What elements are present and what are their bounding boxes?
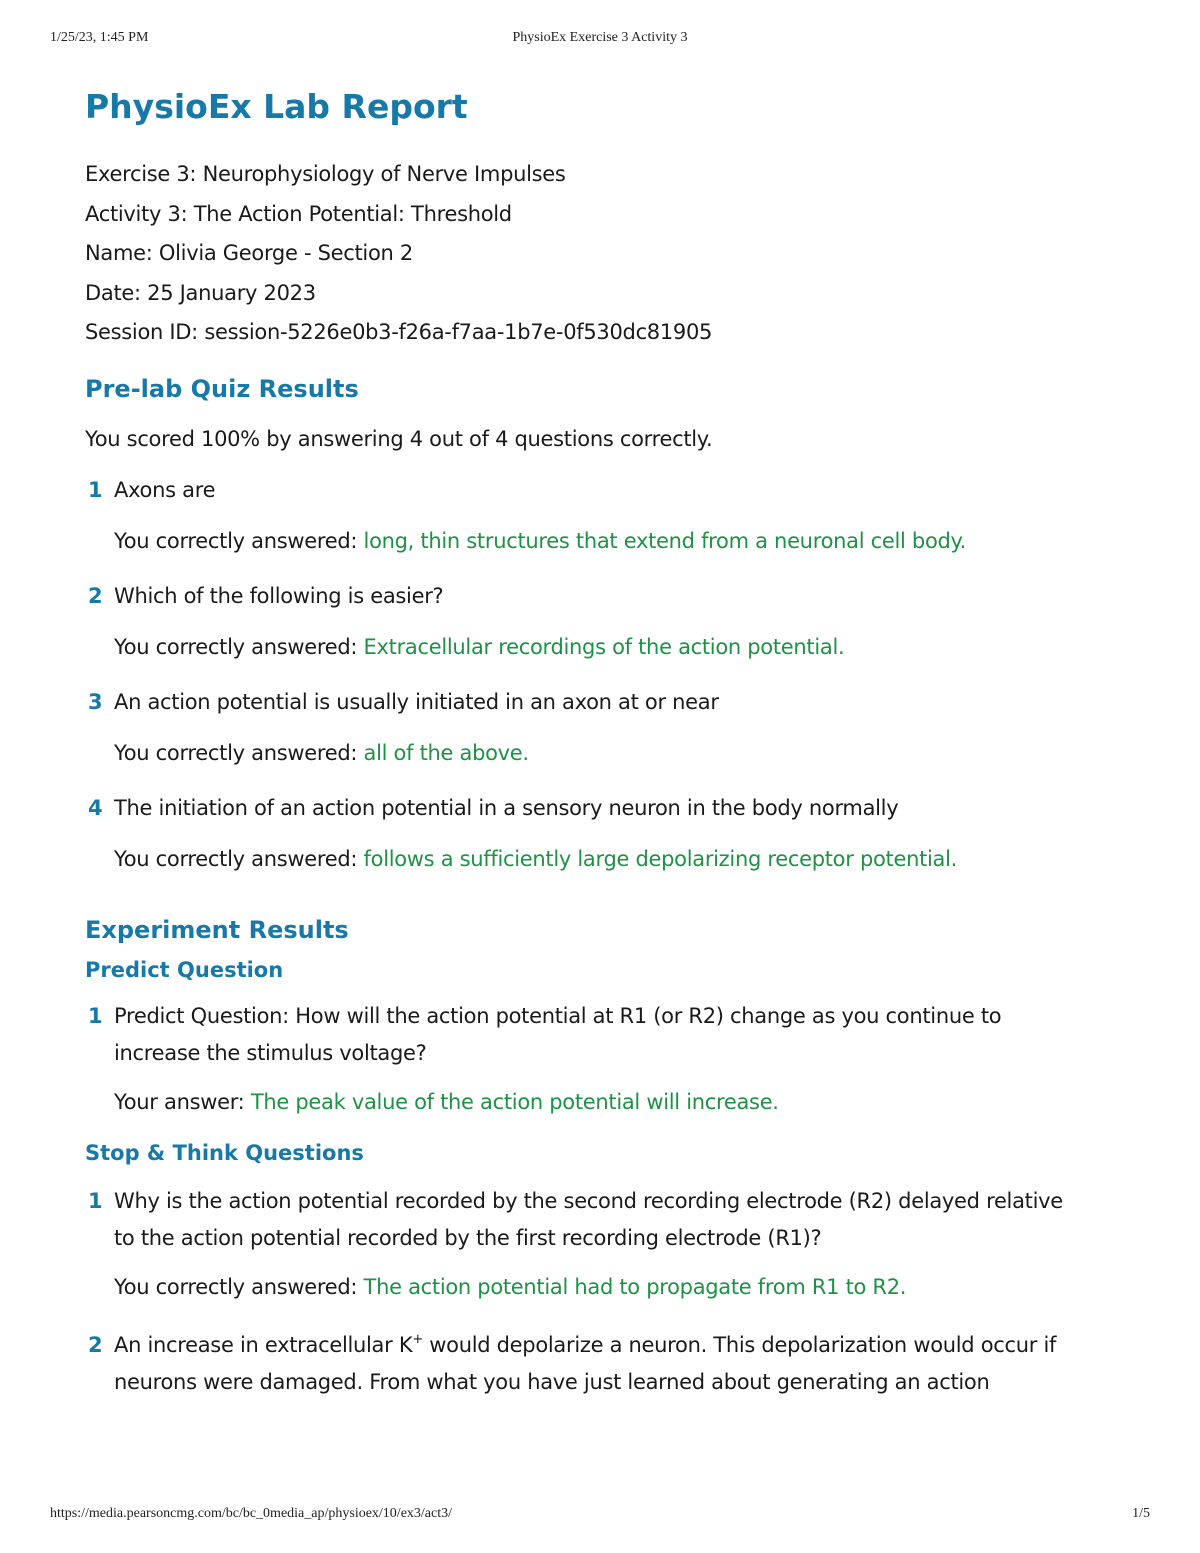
prelab-answer — [85, 526, 1145, 556]
report-content — [85, 85, 1145, 1401]
prelab-answer — [85, 632, 1145, 662]
stop-think-question — [85, 1327, 1145, 1401]
question-number: 4 — [88, 795, 103, 820]
prelab-question — [85, 472, 1145, 509]
answer-prefix: You correctly answered: — [114, 1274, 358, 1299]
print-datetime: 1/25/23, 1:45 PM — [50, 30, 149, 45]
print-header — [50, 30, 1150, 50]
answer-prefix: You correctly answered: — [114, 740, 358, 765]
answer-value: all of the above. — [363, 740, 529, 765]
prelab-score: You scored 100% by answering 4 out of 4 questions correctly. — [85, 426, 713, 451]
superscript-plus: + — [412, 1331, 423, 1347]
page-number: 1/5 — [1132, 1506, 1150, 1521]
prelab-question — [85, 578, 1145, 615]
answer-value: The peak value of the action potential will increase. — [250, 1089, 779, 1114]
question-text-line: neurons were damaged. From what you have just learned about generating an action — [114, 1369, 990, 1394]
stop-think-heading: Stop & Think Questions — [85, 1140, 364, 1165]
answer-value: follows a sufficiently large depolarizing receptor potential. — [363, 846, 958, 871]
question-text-line: Why is the action potential recorded by the second recording electrode (R2) delayed relative — [114, 1188, 1063, 1213]
answer-value: Extracellular recordings of the action potential. — [363, 634, 845, 659]
question-text-part: An increase in extracellular K — [114, 1332, 413, 1357]
activity-line: Activity 3: The Action Potential: Threshold — [85, 201, 512, 226]
prelab-answer — [85, 844, 1145, 874]
exercise-line: Exercise 3: Neurophysiology of Nerve Impulses — [85, 162, 566, 186]
question-text-line: increase the stimulus voltage? — [114, 1040, 427, 1065]
question-number: 3 — [88, 689, 103, 714]
print-title: PhysioEx Exercise 3 Activity 3 — [512, 30, 688, 45]
predict-answer — [85, 1087, 1145, 1117]
answer-value: long, thin structures that extend from a neuronal cell body. — [363, 528, 967, 553]
experiment-heading: Experiment Results — [85, 915, 349, 944]
answer-prefix: You correctly answered: — [114, 634, 358, 659]
prelab-heading: Pre-lab Quiz Results — [85, 374, 359, 403]
question-number: 2 — [88, 1332, 103, 1357]
prelab-answer — [85, 738, 1145, 768]
prelab-question — [85, 684, 1145, 721]
print-footer — [50, 1506, 1150, 1526]
question-number: 2 — [88, 583, 103, 608]
question-text-part: would depolarize a neuron. This depolarization would occur if — [422, 1332, 1057, 1357]
question-text-line: to the action potential recorded by the first recording electrode (R1)? — [114, 1225, 822, 1250]
print-url: https://media.pearsoncmg.com/bc/bc_0media_ap/physioex/10/ex3/act3/ — [50, 1506, 453, 1521]
question-text-line: Predict Question: How will the action potential at R1 (or R2) change as you continue to — [114, 1003, 1002, 1028]
question-number: 1 — [88, 477, 103, 502]
question-number: 1 — [88, 1188, 103, 1213]
report-meta — [85, 155, 1145, 353]
page-title: PhysioEx Lab Report — [85, 87, 468, 126]
question-text: An action potential is usually initiated in an axon at or near — [114, 689, 719, 714]
answer-prefix: You correctly answered: — [114, 846, 358, 871]
question-text: The initiation of an action potential in a sensory neuron in the body normally — [114, 795, 899, 820]
date-line: Date: 25 January 2023 — [85, 280, 316, 305]
predict-question — [85, 998, 1145, 1072]
stop-think-answer — [85, 1272, 1145, 1302]
name-line: Name: Olivia George - Section 2 — [85, 241, 413, 266]
stop-think-question — [85, 1183, 1145, 1257]
predict-heading: Predict Question — [85, 957, 284, 982]
question-text: Which of the following is easier? — [114, 583, 444, 608]
question-text: Axons are — [114, 477, 216, 502]
session-line: Session ID: session-5226e0b3-f26a-f7aa-1b7e-0f530dc81905 — [85, 320, 713, 345]
prelab-question — [85, 790, 1145, 827]
answer-prefix: Your answer: — [114, 1089, 245, 1114]
answer-prefix: You correctly answered: — [114, 528, 358, 553]
answer-value: The action potential had to propagate from R1 to R2. — [363, 1274, 907, 1299]
question-text-line — [114, 1327, 1145, 1364]
question-number: 1 — [88, 1003, 103, 1028]
